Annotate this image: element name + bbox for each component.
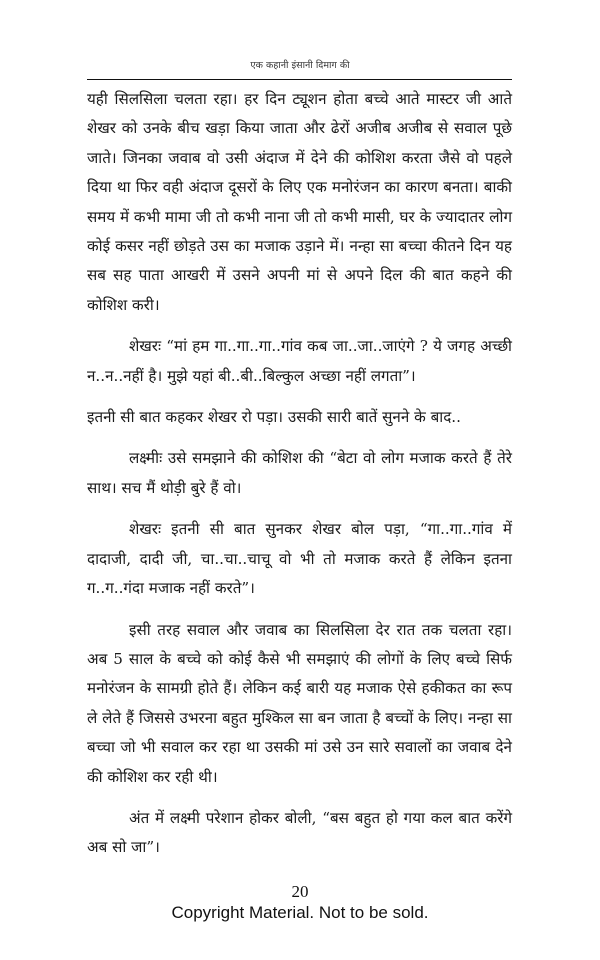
body-text <box>87 85 512 875</box>
running-head: एक कहानी इंसानी दिमाग की <box>250 60 350 71</box>
page-number: 20 <box>291 882 309 901</box>
paragraph-7: अंत में लक्ष्मी परेशान होकर बोली, “बस बहुत हो गया कल बात करेंगे अब सो जा”। <box>87 808 512 857</box>
paragraph-5: शेखरः इतनी सी बात सुनकर शेखर बोल पड़ा, “गा..गा..गांव में दादाजी, दादी जी, चा..चा..चाचू वो भी तो मजाक करते हैं लेकिन इतना ग..ग..गंदा मजाक नहीं करते”। <box>87 520 512 598</box>
paragraph-2: शेखरः “मां हम गा..गा..गा..गांव कब जा..जा..जाएंगे ? ये जगह अच्छी न..न..नहीं है। मुझे यहां बी..बी..बिल्कुल अच्छा नहीं लगता”। <box>87 337 512 385</box>
paragraph-6: इसी तरह सवाल और जवाब का सिलसिला देर रात तक चलता रहा। अब 5 साल के बच्चे को कोई कैसे भी समझाएं की लोगों के लिए बच्चे सिर्फ मनोरंजन के सामग्री होते हैं। लेकिन कई बारी यह मजाक ऐसे हकीकत का रूप ले लेते हैं जिससे उभरना बहुत मुश्किल सा बन जाता है बच्चों के लिए। नन्हा सा बच्चा जो भी सवाल कर रहा था उसकी मां उसे उन सारे सवालों का जवाब देने की कोशिश कर रही थी। <box>87 620 512 786</box>
paragraph-3: इतनी सी बात कहकर शेखर रो पड़ा। उसकी सारी बातें सुनने के बाद.. <box>87 408 461 427</box>
copyright-notice: Copyright Material. Not to be sold. <box>171 903 429 922</box>
paragraph-1: यही सिलसिला चलता रहा। हर दिन ट्यूशन होता बच्चे आते मास्टर जी आते शेखर को उनके बीच खड़ा किया जाता और ढेरों अजीब अजीब से सवाल पूछे जाते। जिनका जवाब वो उसी अंदाज में देने की कोशिश करता जैसे वो पहले दिया था फिर वही अंदाज दूसरों के लिए एक मनोरंजन का कारण बनता। बाकी समय में कभी मामा जी तो कभी नाना जी तो कभी मासी, घर के ज्यादातर लोग कोई कसर नहीं छोड़ते उस का मजाक उड़ाने में। नन्हा सा बच्चा कीतने दिन यह सब सह पाता आखरी में उसने अपनी मां से अपने दिल की बात कहने की कोशिश करी। <box>87 90 512 314</box>
header-rule <box>87 79 512 80</box>
paragraph-4: लक्ष्मीः उसे समझाने की कोशिश की “बेटा वो लोग मजाक करते हैं तेरे साथ। सच मैं थोड़ी बुरे हैं वो। <box>87 449 512 497</box>
